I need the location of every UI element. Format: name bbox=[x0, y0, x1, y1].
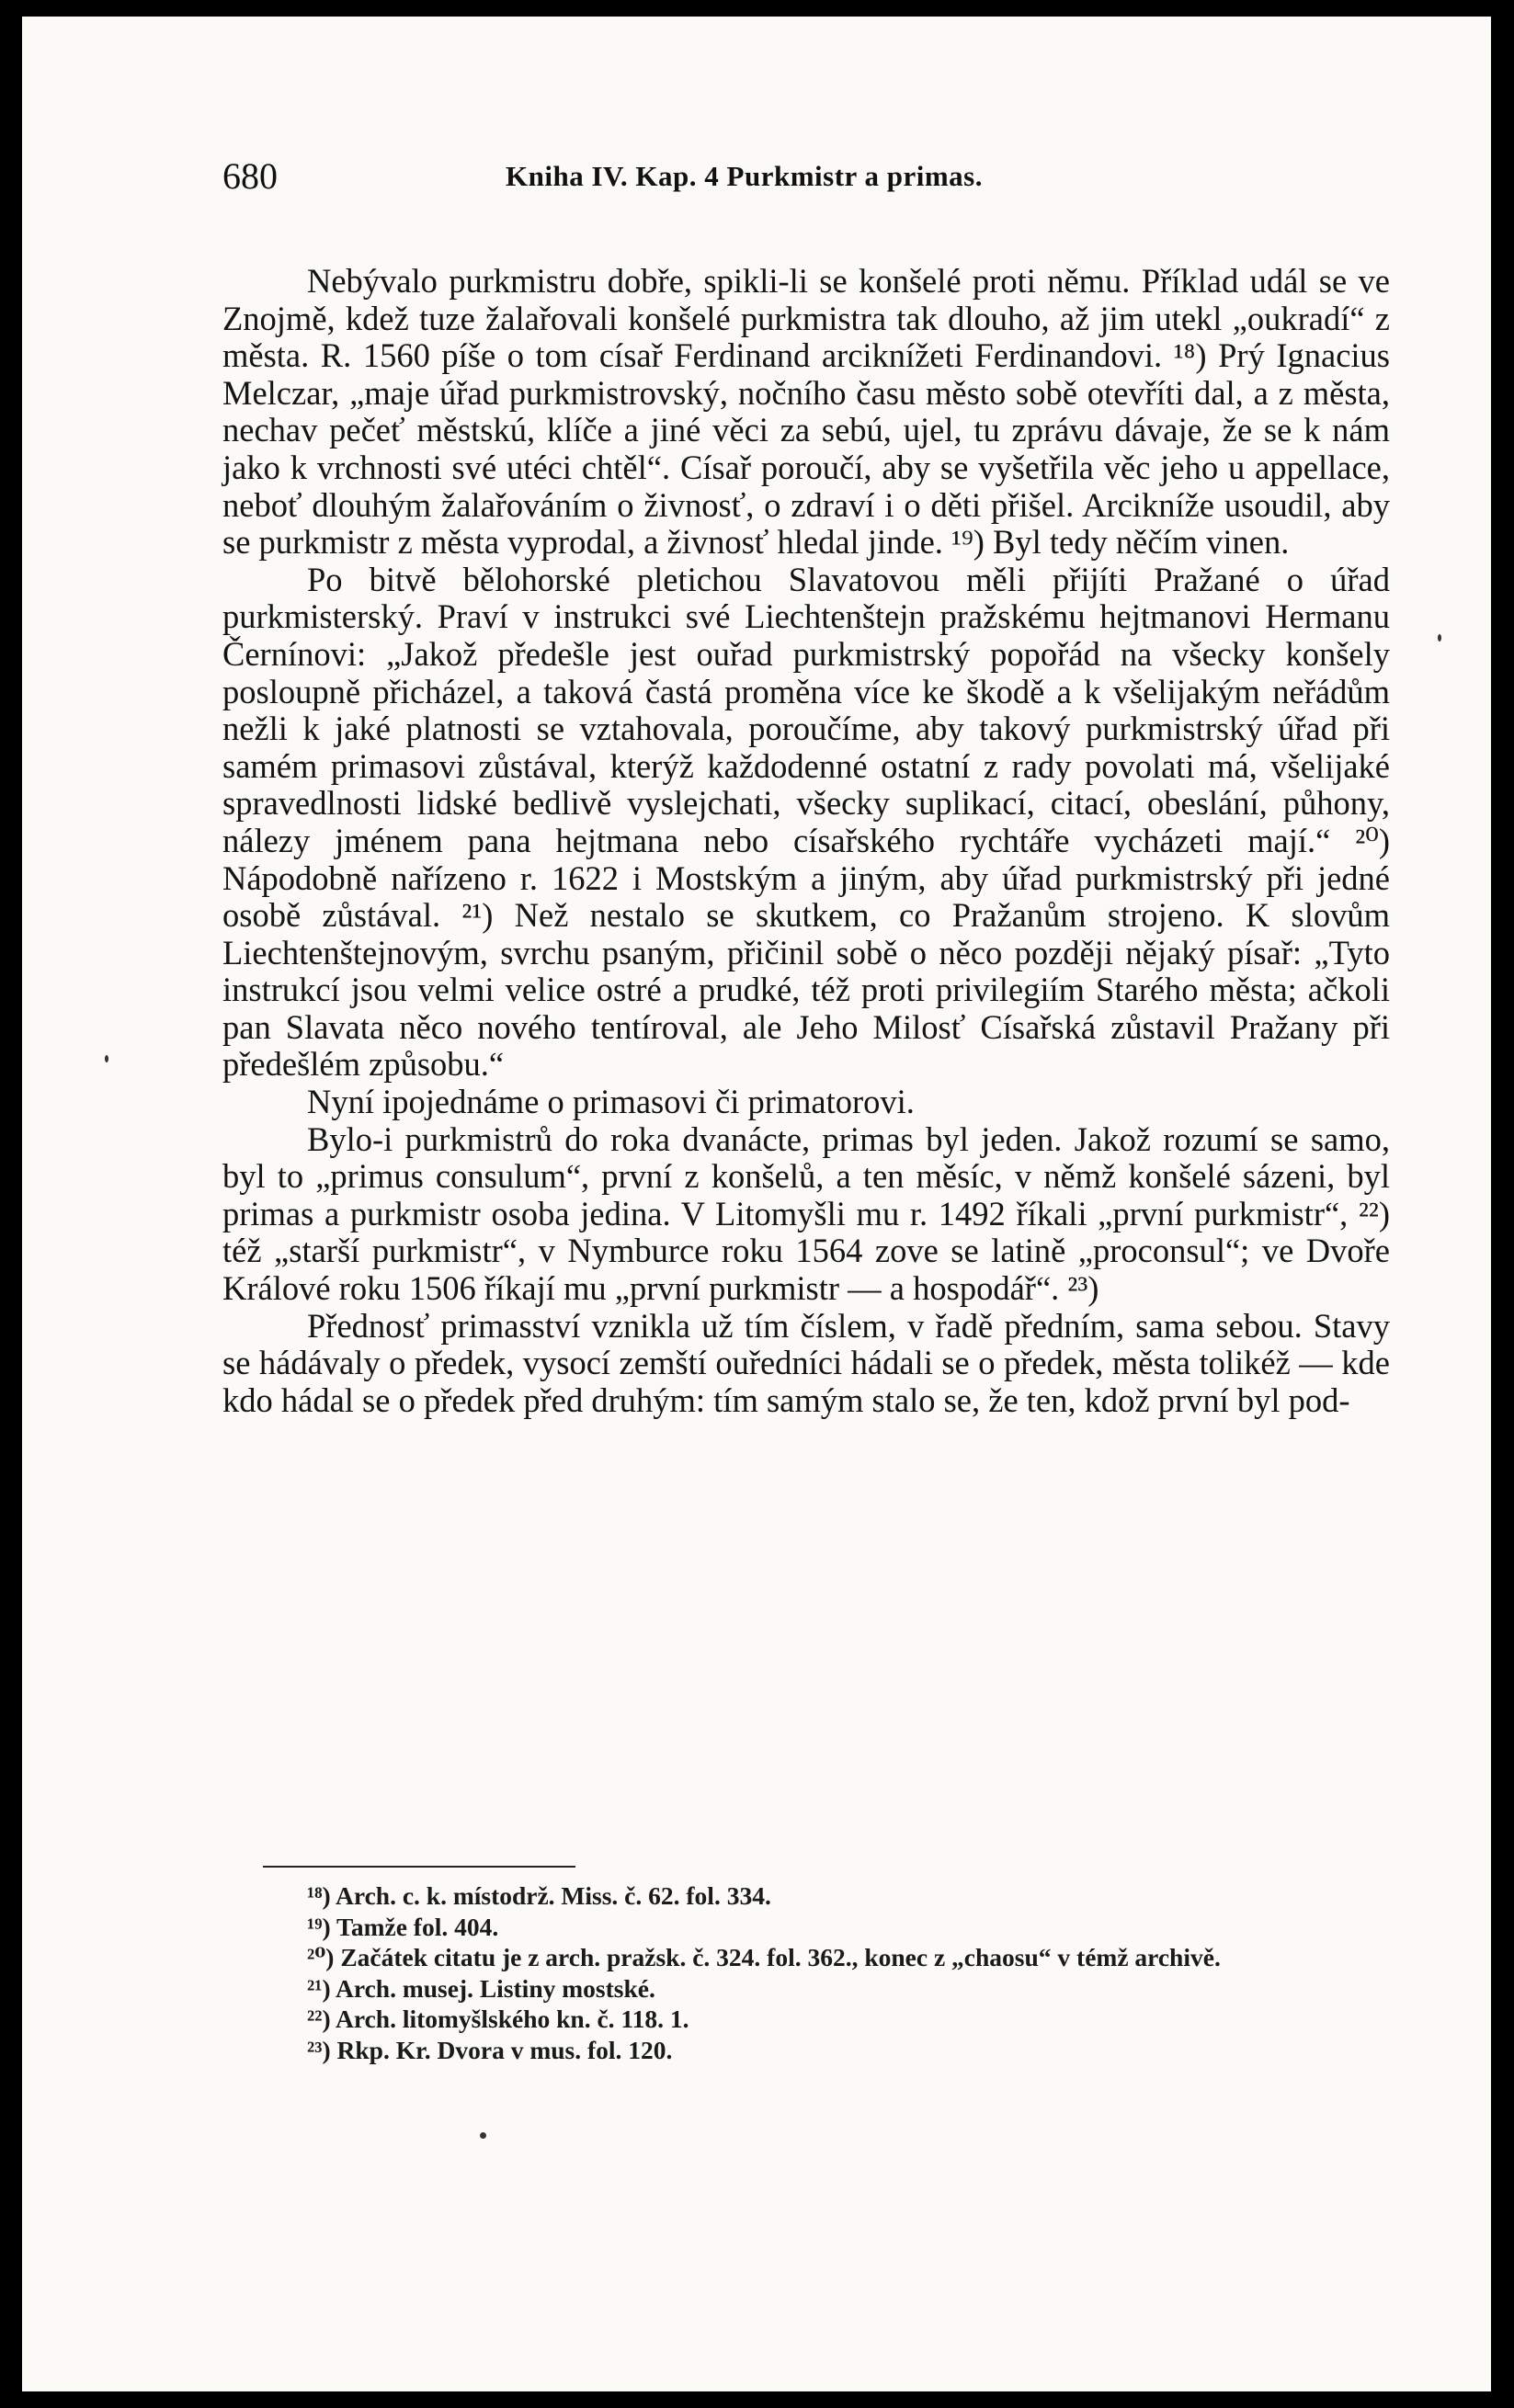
paragraph: Bylo-i purkmistrů do roka dvanácte, primas byl jeden. Jakož rozumí se samo, byl to „primus consulum“, první z konšelů, a ten měsíc, v němž konšelé sázeni, byl primas a purkmistr osoba jedina. V Litomyšli mu r. 1492 říkali „první purkmistr“, ²²) též „starší purkmistr“, v Nymburce roku 1564 zove se latině „proconsul“; ve Dvoře Králové roku 1506 říkají mu „první purkmistr — a hospodář“. ²³) bbox=[222, 1119, 1390, 1308]
footnotes bbox=[222, 1880, 1390, 2065]
footnote: ²⁰) Začátek citatu je z arch. pražsk. č. 324. fol. 362., konec z „chaosu“ v témž archivě. bbox=[307, 1943, 1221, 1971]
paragraph: Nebývalo purkmistru dobře, spikli-li se konšelé proti němu. Příklad udál se ve Znojmě, kdež tuze žalařovali konšelé purkmistra tak dlouho, až jim utekl „oukradí“ z města. R. 1560 píše o tom císař Ferdinand arciknížeti Ferdinandovi. ¹⁸) Prý Ignacius Melczar, „maje úřad purkmistrovský, nočního času město sobě otevříti dal, a z města, nechav pečeť městskú, klíče a jiné věci za sebú, ujel, tu zprávu dávaje, že se k nám jako k vrchnosti své utéci chtěl“. Císař poroučí, aby se vyšetřila věc jeho u appellace, neboť dlouhým žalařováním o živnosť, o zdraví i o děti přišel. Arcikníže usoudil, aby se purkmistr z města vyprodal, a živnosť hledal jinde. ¹⁹) Byl tedy něčím vinen. bbox=[222, 262, 1390, 562]
paragraph: Přednosť primasství vznikla už tím číslem, v řadě předním, sama sebou. Stavy se hádávaly o předek, vysocí zemští ouředníci hádali se o předek, města tolikéž — kde kdo hádal se o předek před druhým: tím samým stalo se, že ten, kdož první byl pod- bbox=[222, 1306, 1390, 1419]
ink-speck bbox=[105, 1055, 108, 1062]
footnote: ¹⁸) Arch. c. k. místodrž. Miss. č. 62. fol. 334. bbox=[307, 1881, 771, 1910]
main-text bbox=[222, 263, 1390, 1419]
footnote-rule bbox=[263, 1866, 575, 1868]
page-header bbox=[222, 154, 1463, 210]
book-page bbox=[22, 17, 1491, 2391]
paragraph: Nyní ipojednáme o primasovi či primatorovi. bbox=[307, 1083, 915, 1121]
running-head: Kniha IV. Kap. 4 Purkmistr a primas. bbox=[506, 160, 983, 192]
footnote: ²³) Rkp. Kr. Dvora v mus. fol. 120. bbox=[307, 2035, 673, 2064]
ink-speck bbox=[480, 2132, 486, 2139]
footnote: ¹⁹) Tamže fol. 404. bbox=[307, 1912, 499, 1941]
page-number: 680 bbox=[222, 155, 278, 197]
ink-speck bbox=[1438, 634, 1441, 642]
paragraph: Po bitvě bělohorské pletichou Slavatovou měli přijíti Pražané o úřad purkmisterský. Praví v instrukci své Liechtenštejn pražskému hejtmanovi Hermanu Černínovi: „Jakož předešle jest ouřad purkmistrský popořád na všecky konšely posloupně přicházel, a taková častá proměna více ke škodě a k všelijakým neřádům nežli k jaké platnosti se vztahovala, poroučíme, aby takový purkmistrský úřad při samém primasovi zůstával, kterýž každodenné ostatní z rady povolati má, všelijaké spravedlnosti lidské bedlivě vyslejchati, všecky suplikací, citací, obeslání, půhony, nálezy jménem pana hejtmana nebo císařského rychtáře vycházeti mají.“ ²⁰) Nápodobně nařízeno r. 1622 i Mostským a jiným, aby úřad purkmistrský při jedné osobě zůstával. ²¹) Než nestalo se skutkem, co Pražanům strojeno. K slovům Liechtenštejnovým, svrchu psaným, přičinil sobě o něco později nějaký písař: „Tyto instrukcí jsou velmi velice ostré a prudké, též proti privilegiím Starého města; ačkoli pan Slavata něco nového tentíroval, ale Jeho Milosť Císařská zůstavil Pražany při předešlém způsobu.“ bbox=[222, 560, 1390, 1084]
footnote: ²¹) Arch. musej. Listiny mostské. bbox=[307, 1973, 655, 2003]
footnote: ²²) Arch. litomyšlského kn. č. 118. 1. bbox=[307, 2005, 689, 2033]
